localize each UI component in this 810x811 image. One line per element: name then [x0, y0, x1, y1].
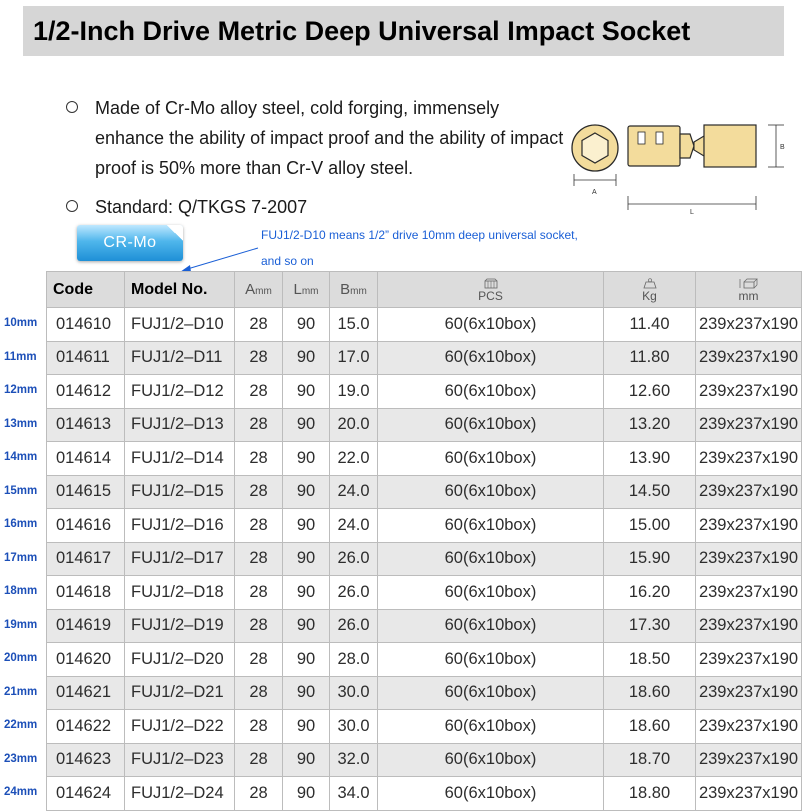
table-row	[47, 676, 802, 710]
cell-code: 014613	[47, 408, 125, 442]
cell-model: FUJ1/2–D17	[125, 542, 235, 576]
cell-b: 34.0	[330, 777, 378, 811]
cell-l: 90	[283, 676, 330, 710]
table-row	[47, 375, 802, 409]
table-row	[47, 576, 802, 610]
cell-a: 28	[235, 475, 283, 509]
cell-a: 28	[235, 609, 283, 643]
table-row	[47, 710, 802, 744]
table-row	[47, 408, 802, 442]
header-a-letter: A	[245, 281, 256, 298]
cell-code: 014612	[47, 375, 125, 409]
spec-table	[46, 271, 802, 811]
cell-carton-size: 239x237x190	[696, 375, 802, 409]
cell-code: 014617	[47, 542, 125, 576]
cell-model: FUJ1/2–D22	[125, 710, 235, 744]
cell-model: FUJ1/2–D23	[125, 743, 235, 777]
cell-model: FUJ1/2–D16	[125, 509, 235, 543]
cell-carton-size: 239x237x190	[696, 308, 802, 342]
cell-a: 28	[235, 509, 283, 543]
cell-code: 014614	[47, 442, 125, 476]
bullet-circle-icon	[66, 101, 78, 113]
cell-pcs: 60(6x10box)	[378, 576, 604, 610]
cell-pcs: 60(6x10box)	[378, 542, 604, 576]
size-label: 14mm	[4, 451, 38, 463]
socket-end-view	[572, 125, 618, 171]
cell-l: 90	[283, 542, 330, 576]
cell-code: 014620	[47, 643, 125, 677]
cell-b: 26.0	[330, 576, 378, 610]
size-label: 18mm	[4, 585, 38, 597]
cell-carton-size: 239x237x190	[696, 710, 802, 744]
cell-carton-size: 239x237x190	[696, 542, 802, 576]
model-note-line2: and so on	[261, 254, 314, 268]
cell-model: FUJ1/2–D13	[125, 408, 235, 442]
size-label: 23mm	[4, 752, 38, 765]
cell-l: 90	[283, 341, 330, 375]
cell-kg: 14.50	[604, 475, 696, 509]
feature-material	[66, 93, 566, 183]
feature-material-text: Made of Cr-Mo alloy steel, cold forging, immensely enhance the ability of impact proof and the ability of impact proof is 50% more than Cr-V alloy steel.	[95, 98, 564, 178]
header-b	[330, 272, 378, 308]
cell-code: 014611	[47, 341, 125, 375]
cell-l: 90	[283, 475, 330, 509]
cell-model: FUJ1/2–D10	[125, 308, 235, 342]
header-kg	[604, 272, 696, 308]
table-row	[47, 542, 802, 576]
cell-carton-size: 239x237x190	[696, 576, 802, 610]
cell-b: 26.0	[330, 609, 378, 643]
cell-code: 014624	[47, 777, 125, 811]
cell-kg: 13.90	[604, 442, 696, 476]
cell-model: FUJ1/2–D14	[125, 442, 235, 476]
cell-kg: 18.70	[604, 743, 696, 777]
header-model: Model No.	[125, 272, 235, 308]
cell-pcs: 60(6x10box)	[378, 777, 604, 811]
cell-b: 28.0	[330, 643, 378, 677]
cell-pcs: 60(6x10box)	[378, 308, 604, 342]
cell-b: 15.0	[330, 308, 378, 342]
dimension-label-l: L	[690, 209, 694, 216]
size-label: 17mm	[4, 551, 38, 564]
cell-l: 90	[283, 609, 330, 643]
size-label: 13mm	[4, 417, 38, 430]
cell-kg: 12.60	[604, 375, 696, 409]
size-label: 15mm	[4, 484, 38, 497]
size-label: 19mm	[4, 618, 38, 631]
cell-kg: 18.60	[604, 710, 696, 744]
dimension-label-b: B	[780, 144, 785, 151]
table-row	[47, 308, 802, 342]
cell-l: 90	[283, 777, 330, 811]
table-header-row	[47, 272, 802, 308]
header-a-unit: mm	[255, 286, 272, 297]
cell-carton-size: 239x237x190	[696, 475, 802, 509]
cell-l: 90	[283, 442, 330, 476]
cell-model: FUJ1/2–D24	[125, 777, 235, 811]
feature-standard-text: Standard: Q/TKGS 7-2007	[95, 197, 308, 217]
cr-mo-badge: CR-Mo	[77, 225, 183, 261]
header-pcs-label: PCS	[478, 289, 503, 303]
cell-code: 014623	[47, 743, 125, 777]
cell-kg: 15.00	[604, 509, 696, 543]
cell-a: 28	[235, 442, 283, 476]
cell-a: 28	[235, 408, 283, 442]
cell-carton-size: 239x237x190	[696, 509, 802, 543]
cell-pcs: 60(6x10box)	[378, 509, 604, 543]
cell-pcs: 60(6x10box)	[378, 341, 604, 375]
cell-pcs: 60(6x10box)	[378, 609, 604, 643]
cell-kg: 18.50	[604, 643, 696, 677]
cell-b: 24.0	[330, 475, 378, 509]
feature-standard	[66, 192, 466, 222]
cell-pcs: 60(6x10box)	[378, 643, 604, 677]
cell-l: 90	[283, 710, 330, 744]
size-label: 24mm	[4, 786, 38, 798]
cell-model: FUJ1/2–D18	[125, 576, 235, 610]
cell-code: 014621	[47, 676, 125, 710]
cell-code: 014618	[47, 576, 125, 610]
cell-b: 17.0	[330, 341, 378, 375]
table-row	[47, 777, 802, 811]
cell-kg: 11.40	[604, 308, 696, 342]
size-label: 22mm	[4, 719, 38, 731]
header-l-letter: L	[293, 281, 302, 298]
cell-model: FUJ1/2–D11	[125, 341, 235, 375]
model-note-line1: FUJ1/2-D10 means 1/2” drive 10mm deep universal socket,	[261, 228, 578, 242]
header-b-letter: B	[340, 281, 351, 298]
cell-b: 20.0	[330, 408, 378, 442]
size-label: 11mm	[4, 350, 37, 363]
cell-carton-size: 239x237x190	[696, 341, 802, 375]
cell-model: FUJ1/2–D12	[125, 375, 235, 409]
cell-l: 90	[283, 743, 330, 777]
header-b-unit: mm	[350, 286, 367, 297]
size-label: 16mm	[4, 518, 38, 530]
cell-l: 90	[283, 643, 330, 677]
cell-b: 26.0	[330, 542, 378, 576]
cell-kg: 15.90	[604, 542, 696, 576]
table-row	[47, 475, 802, 509]
cell-l: 90	[283, 375, 330, 409]
table-row	[47, 609, 802, 643]
cell-b: 22.0	[330, 442, 378, 476]
table-row	[47, 643, 802, 677]
cell-b: 24.0	[330, 509, 378, 543]
size-label: 20mm	[4, 652, 38, 664]
cell-kg: 11.80	[604, 341, 696, 375]
bullet-circle-icon	[66, 200, 78, 212]
table-row	[47, 743, 802, 777]
cell-l: 90	[283, 576, 330, 610]
cell-a: 28	[235, 308, 283, 342]
cell-carton-size: 239x237x190	[696, 777, 802, 811]
header-kg-label: Kg	[642, 289, 657, 303]
cell-a: 28	[235, 743, 283, 777]
cell-b: 19.0	[330, 375, 378, 409]
cell-l: 90	[283, 408, 330, 442]
cell-carton-size: 239x237x190	[696, 609, 802, 643]
cell-carton-size: 239x237x190	[696, 442, 802, 476]
cell-a: 28	[235, 341, 283, 375]
cell-carton-size: 239x237x190	[696, 743, 802, 777]
size-label: 12mm	[4, 384, 38, 396]
cell-carton-size: 239x237x190	[696, 408, 802, 442]
cell-pcs: 60(6x10box)	[378, 743, 604, 777]
table-row	[47, 341, 802, 375]
carton-dimension-icon	[696, 278, 801, 289]
cell-a: 28	[235, 542, 283, 576]
carton-box-icon	[378, 278, 603, 289]
cell-carton-size: 239x237x190	[696, 676, 802, 710]
cell-pcs: 60(6x10box)	[378, 475, 604, 509]
cell-model: FUJ1/2–D19	[125, 609, 235, 643]
header-carton-size	[696, 272, 802, 308]
table-row	[47, 509, 802, 543]
cell-kg: 13.20	[604, 408, 696, 442]
socket-dimension-drawing	[562, 108, 792, 218]
cell-model: FUJ1/2–D21	[125, 676, 235, 710]
cell-pcs: 60(6x10box)	[378, 408, 604, 442]
cell-b: 32.0	[330, 743, 378, 777]
cell-code: 014615	[47, 475, 125, 509]
cell-a: 28	[235, 375, 283, 409]
cell-code: 014610	[47, 308, 125, 342]
cell-code: 014616	[47, 509, 125, 543]
header-pcs	[378, 272, 604, 308]
cell-a: 28	[235, 676, 283, 710]
size-label: 10mm	[4, 317, 38, 329]
cell-b: 30.0	[330, 710, 378, 744]
socket-side-view	[628, 125, 756, 167]
header-mm-label: mm	[738, 289, 759, 303]
header-code: Code	[47, 272, 125, 308]
table-row	[47, 442, 802, 476]
cell-kg: 16.20	[604, 576, 696, 610]
header-a	[235, 272, 283, 308]
cell-l: 90	[283, 509, 330, 543]
cell-kg: 18.80	[604, 777, 696, 811]
dimension-label-a: A	[592, 189, 597, 196]
cell-a: 28	[235, 777, 283, 811]
cell-model: FUJ1/2–D20	[125, 643, 235, 677]
cell-kg: 17.30	[604, 609, 696, 643]
cell-b: 30.0	[330, 676, 378, 710]
cell-l: 90	[283, 308, 330, 342]
page-title: 1/2-Inch Drive Metric Deep Universal Impact Socket	[23, 6, 784, 56]
cell-kg: 18.60	[604, 676, 696, 710]
cell-a: 28	[235, 643, 283, 677]
cell-a: 28	[235, 576, 283, 610]
weight-icon	[604, 278, 695, 289]
cell-a: 28	[235, 710, 283, 744]
header-l-unit: mm	[301, 286, 319, 297]
header-l	[283, 272, 330, 308]
cell-pcs: 60(6x10box)	[378, 375, 604, 409]
cell-code: 014622	[47, 710, 125, 744]
cell-carton-size: 239x237x190	[696, 643, 802, 677]
cell-code: 014619	[47, 609, 125, 643]
cell-pcs: 60(6x10box)	[378, 676, 604, 710]
cell-pcs: 60(6x10box)	[378, 710, 604, 744]
cell-pcs: 60(6x10box)	[378, 442, 604, 476]
cell-model: FUJ1/2–D15	[125, 475, 235, 509]
size-label: 21mm	[4, 685, 38, 698]
